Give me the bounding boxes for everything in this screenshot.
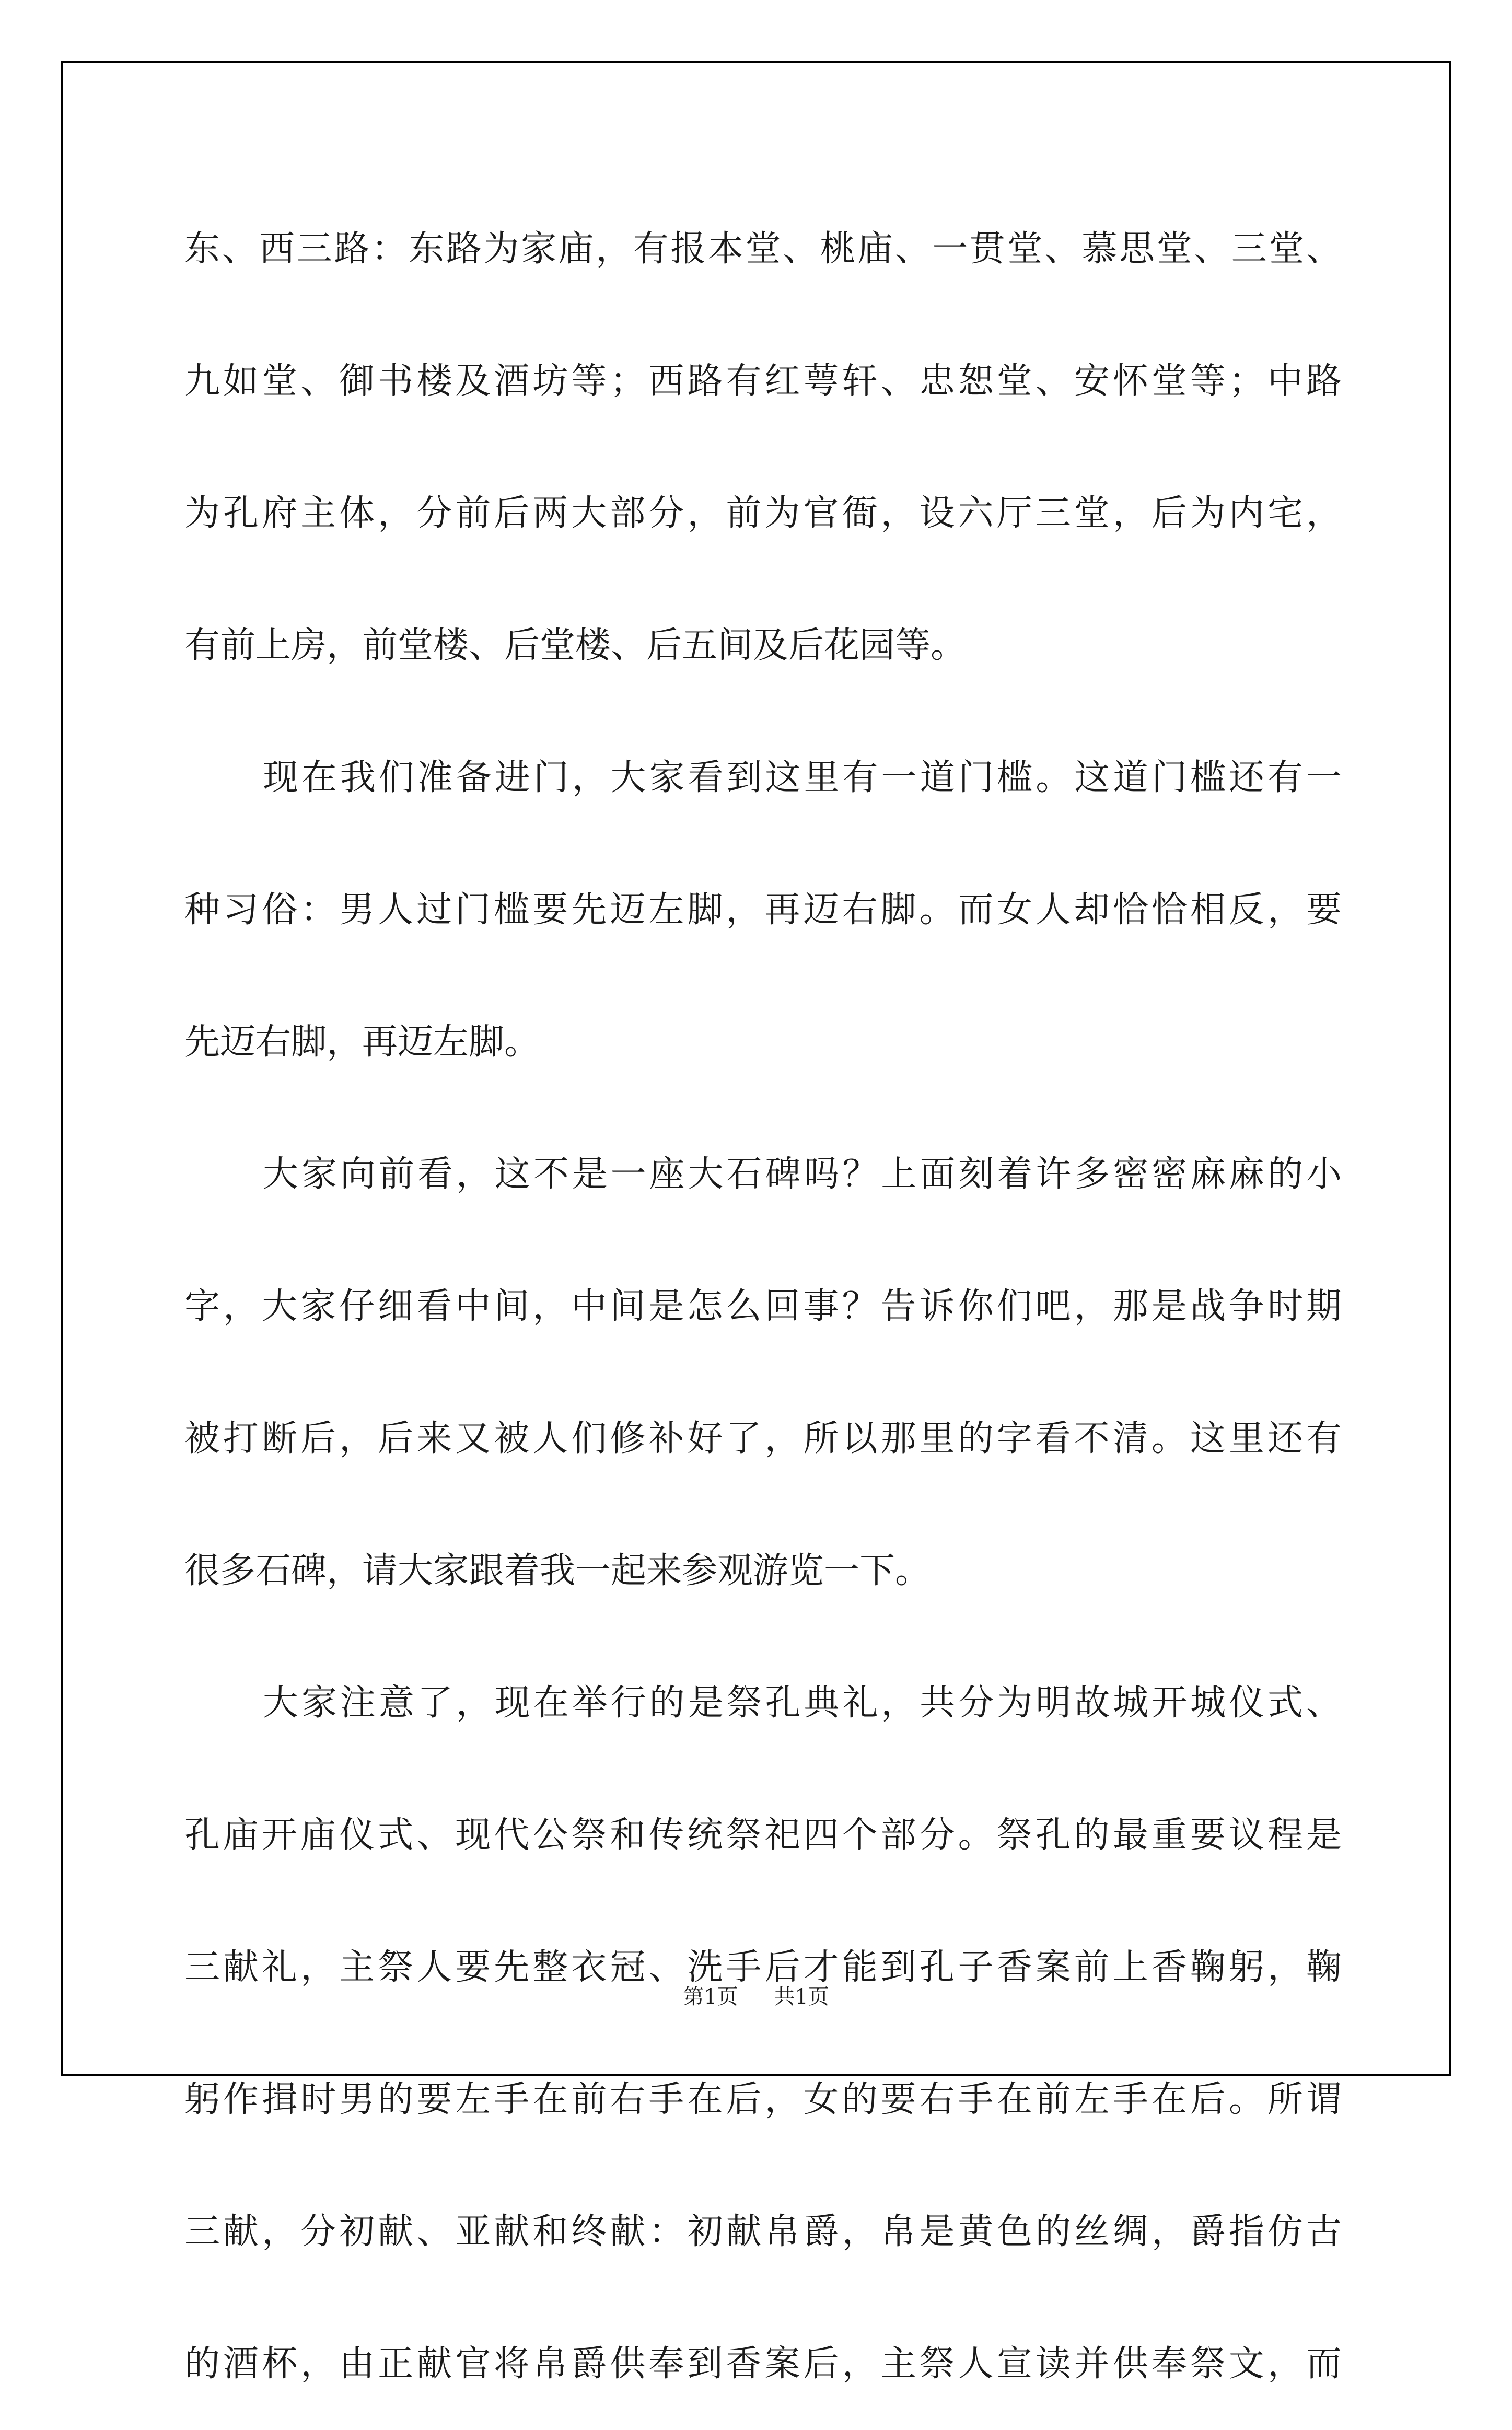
text-line: 三献，分初献、亚献和终献：初献帛爵，帛是黄色的丝绸，爵指仿古 (184, 2211, 1342, 2252)
text-line: 大家注意了，现在举行的是祭孔典礼，共分为明故城开城仪式、 (263, 1682, 1342, 1724)
text-line: 东、西三路：东路为家庙，有报本堂、桃庙、一贯堂、慕思堂、三堂、 (184, 228, 1342, 270)
page-total: 共1页 (774, 1985, 829, 2009)
text-block (184, 183, 1342, 2430)
text-line: 有前上房，前堂楼、后堂楼、后五间及后花园等。 (184, 625, 967, 666)
page-number: 第1页 (683, 1985, 738, 2009)
text-line: 躬作揖时男的要左手在前右手在后，女的要右手在前左手在后。所谓 (184, 2079, 1342, 2120)
text-line: 孔庙开庙仪式、现代公祭和传统祭祀四个部分。祭孔的最重要议程是 (184, 1815, 1342, 1856)
document-body (184, 183, 1342, 2430)
page-footer (0, 1980, 1512, 2010)
text-line: 先迈右脚，再迈左脚。 (184, 1021, 540, 1063)
text-line: 被打断后，后来又被人们修补好了，所以那里的字看不清。这里还有 (184, 1418, 1342, 1459)
text-line: 的酒杯，由正献官将帛爵供奉到香案后，主祭人宣读并供奉祭文，而 (184, 2343, 1342, 2385)
text-line: 九如堂、御书楼及酒坊等；西路有红萼轩、忠恕堂、安怀堂等；中路 (184, 361, 1342, 402)
text-line: 种习俗：男人过门槛要先迈左脚，再迈右脚。而女人却恰恰相反，要 (184, 889, 1342, 931)
text-line: 字，大家仔细看中间，中间是怎么回事？告诉你们吧，那是战争时期 (184, 1286, 1342, 1327)
text-line: 三献礼，主祭人要先整衣冠、洗手后才能到孔子香案前上香鞠躬，鞠 (184, 1947, 1342, 1988)
text-line: 现在我们准备进门，大家看到这里有一道门槛。这道门槛还有一 (263, 757, 1342, 798)
text-line: 很多石碑，请大家跟着我一起来参观游览一下。 (184, 1550, 931, 1591)
text-line: 为孔府主体，分前后两大部分，前为官衙，设六厅三堂，后为内宅， (184, 493, 1342, 534)
text-line: 大家向前看，这不是一座大石碑吗？上面刻着许多密密麻麻的小 (263, 1154, 1342, 1195)
